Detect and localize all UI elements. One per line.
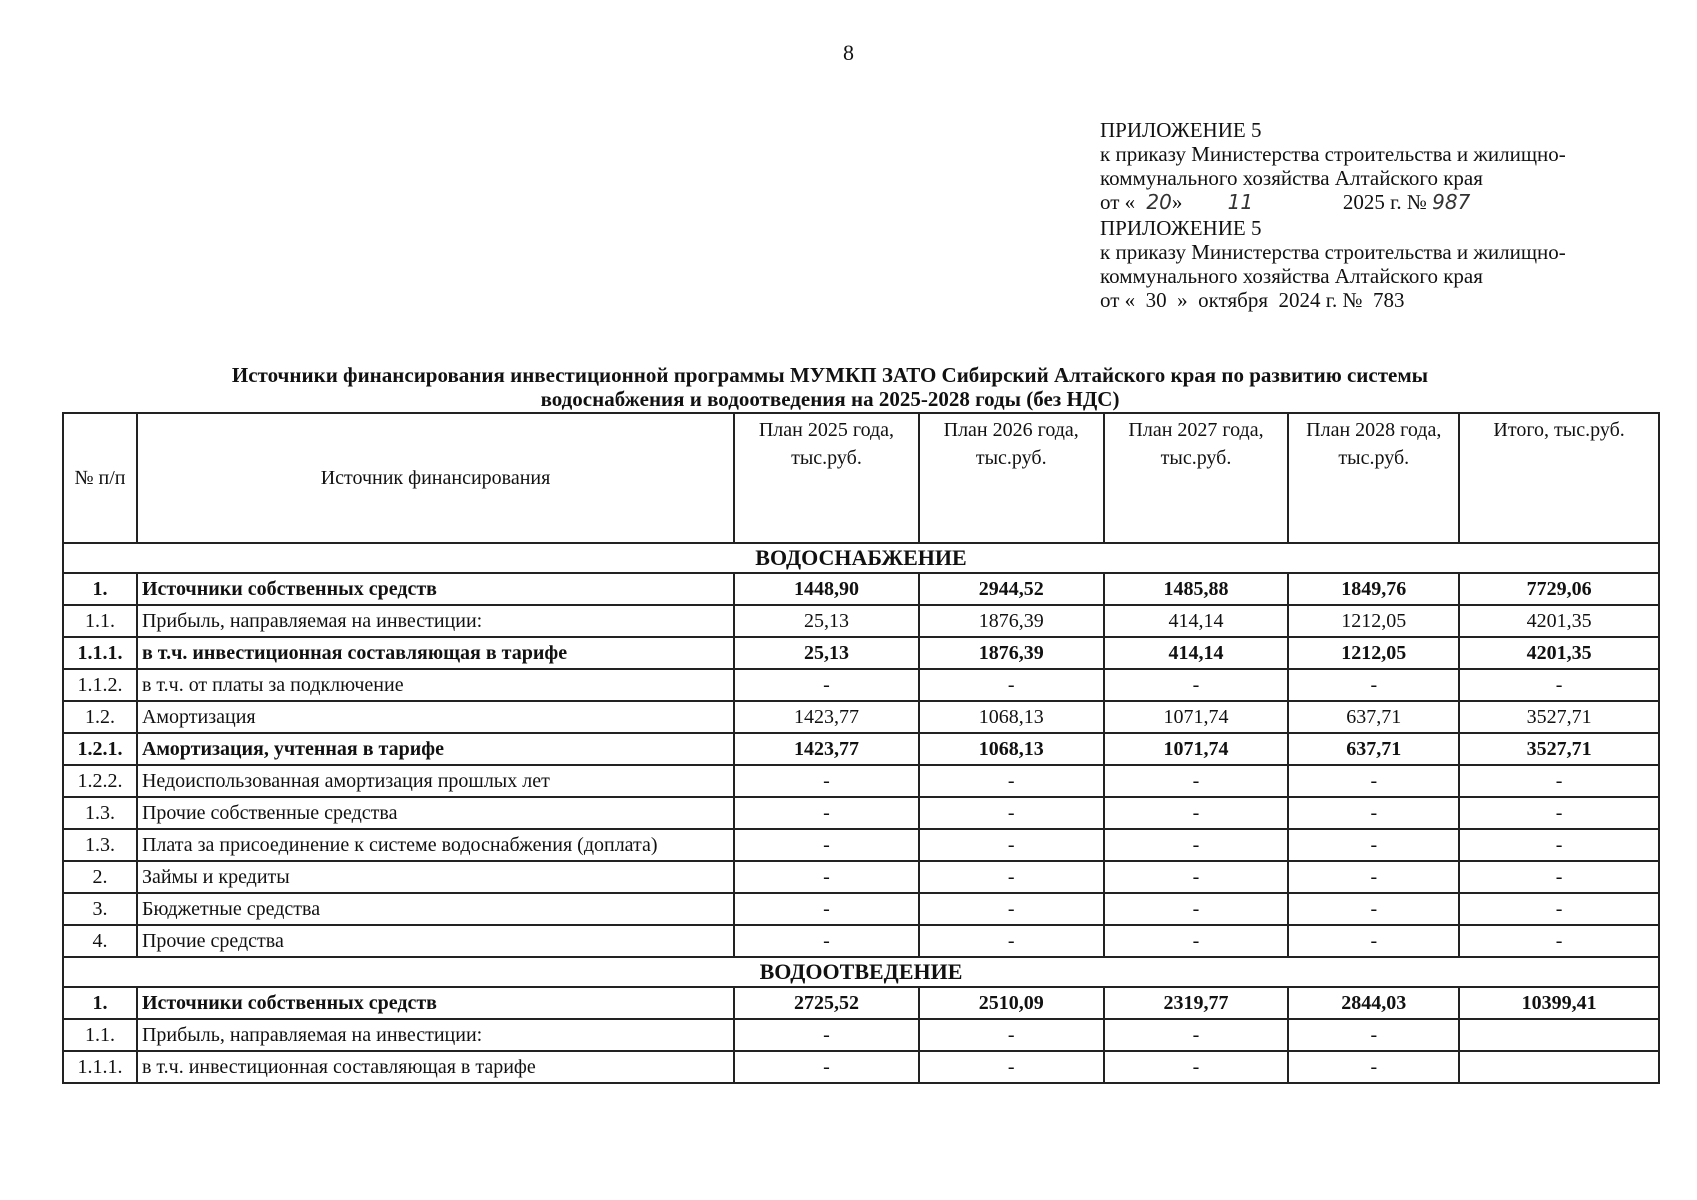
appendix-new-date-line: [1100, 190, 1566, 214]
table-row: [63, 637, 1659, 669]
cell-num: 1.: [63, 987, 137, 1019]
cell-num: 1.1.: [63, 605, 137, 637]
cell-num: 1.1.: [63, 1019, 137, 1051]
cell-total: 4201,35: [1459, 605, 1659, 637]
cell-num: 1.2.2.: [63, 765, 137, 797]
cell-plan-2026: -: [919, 925, 1104, 957]
cell-plan-2025: 1448,90: [734, 573, 919, 605]
cell-name: в т.ч. инвестиционная составляющая в тарифе: [137, 637, 734, 669]
page-number: 8: [843, 40, 854, 65]
table-header-row: [63, 413, 1659, 543]
section-row-sewer: [63, 957, 1659, 987]
cell-total: [1459, 1051, 1659, 1083]
cell-total: 10399,41: [1459, 987, 1659, 1019]
cell-plan-2027: 1071,74: [1104, 733, 1289, 765]
date-prefix: от «: [1100, 190, 1136, 214]
cell-name: в т.ч. инвестиционная составляющая в тарифе: [137, 1051, 734, 1083]
cell-plan-2027: -: [1104, 925, 1289, 957]
section-water-label: ВОДОСНАБЖЕНИЕ: [63, 543, 1659, 573]
financing-table: [62, 412, 1660, 1084]
appendix-new-line2: коммунального хозяйства Алтайского края: [1100, 166, 1483, 190]
cell-name: Недоиспользованная амортизация прошлых лет: [137, 765, 734, 797]
cell-plan-2028: -: [1288, 797, 1459, 829]
appendix-old-line1: к приказу Министерства строительства и жилищно-: [1100, 240, 1566, 264]
date-year-part: 2025 г. №: [1342, 190, 1427, 214]
cell-plan-2028: 2844,03: [1288, 987, 1459, 1019]
cell-plan-2025: -: [734, 1051, 919, 1083]
cell-num: 1.3.: [63, 797, 137, 829]
cell-plan-2028: 1212,05: [1288, 605, 1459, 637]
cell-name: Прибыль, направляемая на инвестиции:: [137, 1019, 734, 1051]
cell-plan-2028: 1849,76: [1288, 573, 1459, 605]
cell-total: 3527,71: [1459, 701, 1659, 733]
cell-plan-2026: -: [919, 669, 1104, 701]
cell-plan-2027: -: [1104, 1051, 1289, 1083]
order-number-handwritten: 987: [1432, 190, 1471, 214]
cell-total: -: [1459, 861, 1659, 893]
cell-plan-2027: 1485,88: [1104, 573, 1289, 605]
cell-total: 4201,35: [1459, 637, 1659, 669]
header-plan-2025: План 2025 года, тыс.руб.: [734, 413, 919, 543]
document-title: [60, 363, 1600, 411]
cell-plan-2026: 2510,09: [919, 987, 1104, 1019]
cell-plan-2025: -: [734, 669, 919, 701]
cell-total: 3527,71: [1459, 733, 1659, 765]
cell-plan-2026: -: [919, 893, 1104, 925]
cell-plan-2026: 2944,52: [919, 573, 1104, 605]
header-source: Источник финансирования: [137, 413, 734, 543]
table-row: [63, 701, 1659, 733]
cell-name: Источники собственных средств: [137, 987, 734, 1019]
cell-plan-2027: -: [1104, 861, 1289, 893]
appendix-old-date-line: от « 30 » октября 2024 г. № 783: [1100, 288, 1405, 312]
cell-num: 1.2.: [63, 701, 137, 733]
cell-name: Прибыль, направляемая на инвестиции:: [137, 605, 734, 637]
cell-plan-2026: -: [919, 829, 1104, 861]
cell-plan-2025: -: [734, 765, 919, 797]
cell-plan-2027: -: [1104, 797, 1289, 829]
cell-plan-2028: -: [1288, 829, 1459, 861]
cell-num: 3.: [63, 893, 137, 925]
cell-plan-2025: -: [734, 893, 919, 925]
document-title-line2: водоснабжения и водоотведения на 2025-2028 годы (без НДС): [540, 387, 1120, 411]
date-day-suffix: »: [1171, 190, 1183, 214]
table-row: [63, 605, 1659, 637]
cell-num: 1.: [63, 573, 137, 605]
cell-plan-2028: -: [1288, 925, 1459, 957]
cell-plan-2027: -: [1104, 829, 1289, 861]
table-row: [63, 765, 1659, 797]
table-row: [63, 1019, 1659, 1051]
cell-plan-2025: 25,13: [734, 637, 919, 669]
cell-plan-2026: -: [919, 1051, 1104, 1083]
cell-plan-2027: 2319,77: [1104, 987, 1289, 1019]
cell-plan-2026: -: [919, 861, 1104, 893]
cell-plan-2026: 1876,39: [919, 637, 1104, 669]
cell-total: -: [1459, 829, 1659, 861]
cell-num: 1.3.: [63, 829, 137, 861]
table-row: [63, 893, 1659, 925]
cell-total: -: [1459, 797, 1659, 829]
table-row: [63, 925, 1659, 957]
cell-plan-2025: -: [734, 861, 919, 893]
cell-num: 1.1.1.: [63, 1051, 137, 1083]
section-sewer-label: ВОДООТВЕДЕНИЕ: [63, 957, 1659, 987]
cell-plan-2027: 1071,74: [1104, 701, 1289, 733]
table-row: [63, 987, 1659, 1019]
cell-plan-2027: -: [1104, 669, 1289, 701]
cell-plan-2028: 1212,05: [1288, 637, 1459, 669]
cell-total: -: [1459, 925, 1659, 957]
cell-plan-2027: -: [1104, 1019, 1289, 1051]
cell-plan-2026: 1068,13: [919, 701, 1104, 733]
table-row: [63, 669, 1659, 701]
appendix-old-title: ПРИЛОЖЕНИЕ 5: [1100, 216, 1262, 240]
table-row: [63, 829, 1659, 861]
header-plan-2026: План 2026 года, тыс.руб.: [919, 413, 1104, 543]
cell-plan-2028: -: [1288, 893, 1459, 925]
cell-plan-2028: -: [1288, 669, 1459, 701]
cell-plan-2028: 637,71: [1288, 733, 1459, 765]
appendix-old-block: [1100, 216, 1566, 312]
cell-name: в т.ч. от платы за подключение: [137, 669, 734, 701]
cell-plan-2025: 1423,77: [734, 733, 919, 765]
appendix-new-line1: к приказу Министерства строительства и жилищно-: [1100, 142, 1566, 166]
cell-plan-2025: 2725,52: [734, 987, 919, 1019]
cell-plan-2025: -: [734, 797, 919, 829]
cell-name: Прочие собственные средства: [137, 797, 734, 829]
cell-plan-2025: -: [734, 1019, 919, 1051]
cell-plan-2026: 1068,13: [919, 733, 1104, 765]
cell-total: -: [1459, 893, 1659, 925]
cell-plan-2025: 1423,77: [734, 701, 919, 733]
cell-plan-2028: 637,71: [1288, 701, 1459, 733]
cell-num: 1.1.1.: [63, 637, 137, 669]
header-num: № п/п: [63, 413, 137, 543]
header-plan-2028: План 2028 года, тыс.руб.: [1288, 413, 1459, 543]
cell-name: Источники собственных средств: [137, 573, 734, 605]
document-title-line1: Источники финансирования инвестиционной программы МУМКП ЗАТО Сибирский Алтайского края по развитию системы: [231, 363, 1429, 387]
cell-name: Амортизация, учтенная в тарифе: [137, 733, 734, 765]
cell-total: -: [1459, 765, 1659, 797]
date-day-handwritten: 20: [1146, 190, 1172, 214]
cell-name: Плата за присоединение к системе водоснабжения (доплата): [137, 829, 734, 861]
cell-plan-2028: -: [1288, 1051, 1459, 1083]
appendix-old-line2: коммунального хозяйства Алтайского края: [1100, 264, 1483, 288]
cell-total: 7729,06: [1459, 573, 1659, 605]
cell-name: Бюджетные средства: [137, 893, 734, 925]
cell-plan-2027: -: [1104, 765, 1289, 797]
cell-plan-2028: -: [1288, 861, 1459, 893]
cell-total: -: [1459, 669, 1659, 701]
cell-name: Займы и кредиты: [137, 861, 734, 893]
header-total: Итого, тыс.руб.: [1459, 413, 1659, 543]
cell-num: 1.1.2.: [63, 669, 137, 701]
cell-name: Прочие средства: [137, 925, 734, 957]
cell-name: Амортизация: [137, 701, 734, 733]
cell-plan-2026: -: [919, 1019, 1104, 1051]
header-plan-2027: План 2027 года, тыс.руб.: [1104, 413, 1289, 543]
table-row: [63, 1051, 1659, 1083]
cell-plan-2025: 25,13: [734, 605, 919, 637]
cell-plan-2026: -: [919, 765, 1104, 797]
cell-plan-2027: 414,14: [1104, 637, 1289, 669]
cell-num: 4.: [63, 925, 137, 957]
table-row: [63, 861, 1659, 893]
section-row-water: [63, 543, 1659, 573]
cell-plan-2027: -: [1104, 893, 1289, 925]
cell-plan-2027: 414,14: [1104, 605, 1289, 637]
cell-num: 2.: [63, 861, 137, 893]
cell-total: [1459, 1019, 1659, 1051]
table-row: [63, 573, 1659, 605]
cell-plan-2025: -: [734, 925, 919, 957]
cell-plan-2028: -: [1288, 765, 1459, 797]
cell-plan-2028: -: [1288, 1019, 1459, 1051]
table-row: [63, 797, 1659, 829]
cell-plan-2025: -: [734, 829, 919, 861]
cell-plan-2026: -: [919, 797, 1104, 829]
cell-num: 1.2.1.: [63, 733, 137, 765]
date-month-handwritten: 11: [1227, 190, 1254, 214]
appendix-new-title: ПРИЛОЖЕНИЕ 5: [1100, 118, 1262, 142]
appendix-new-block: [1100, 118, 1566, 214]
cell-plan-2026: 1876,39: [919, 605, 1104, 637]
table-row: [63, 733, 1659, 765]
